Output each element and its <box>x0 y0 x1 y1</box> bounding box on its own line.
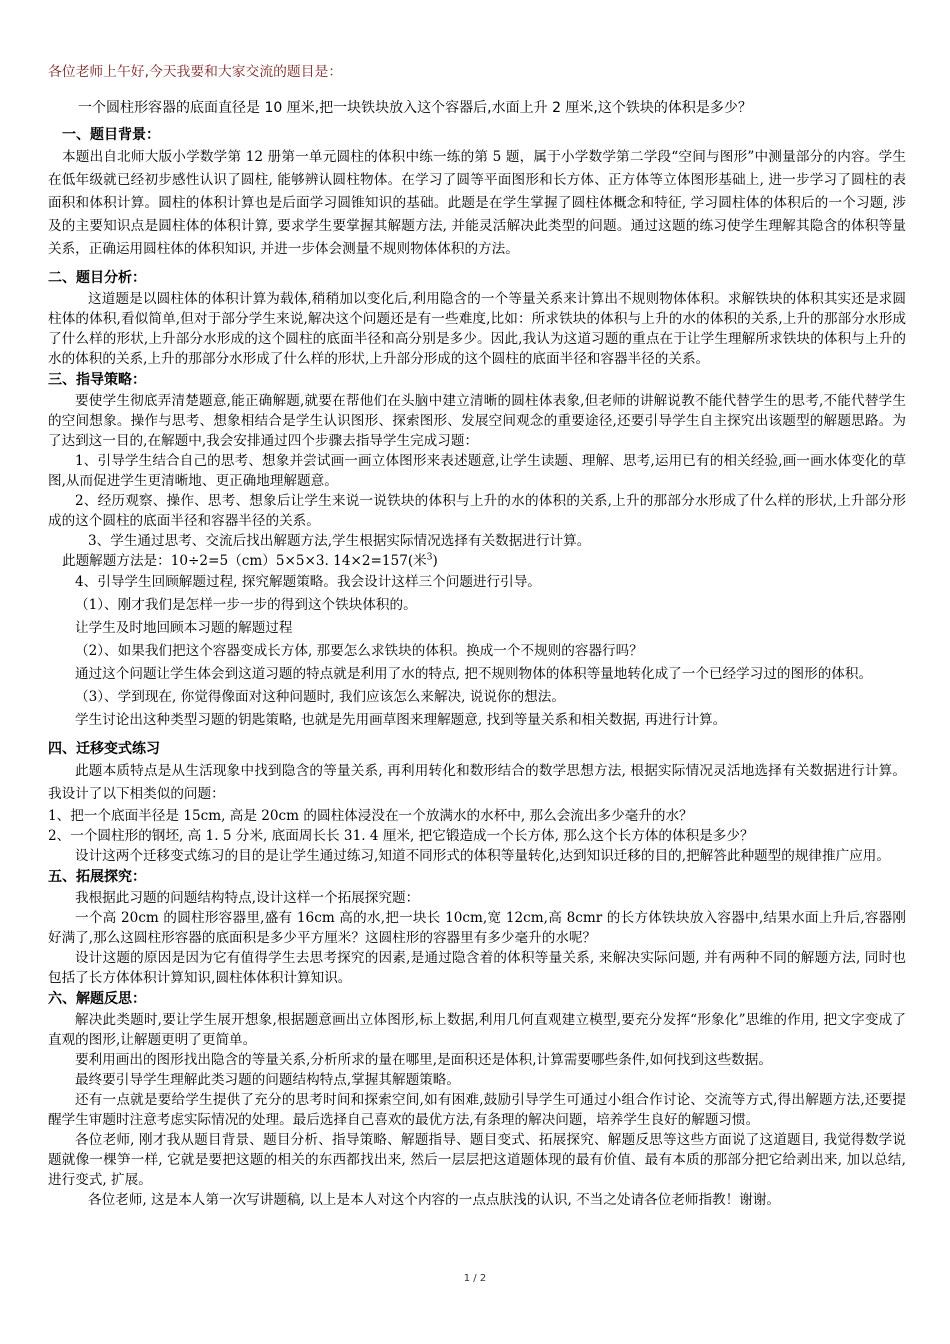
document-body <box>48 62 906 1210</box>
section-1-heading: 一、题目背景： <box>62 127 160 143</box>
section-6-closing: 各位老师, 这是本人第一次写讲题稿, 以上是本人对这个内容的一点点肤浅的认识, 不当之处请各位老师指教！谢谢。 <box>88 1192 781 1208</box>
section-3-answer-2: 通过这个问题让学生体会到这道习题的特点就是利用了水的特点, 把不规则物体的体积等量地转化成了一个已经学习过的图形的体积。 <box>75 666 873 682</box>
section-3-question-1: （1）、刚才我们是怎样一步一步的得到这个铁块体积的。 <box>75 597 417 613</box>
section-5-problem: 一个高 20cm 的圆柱形容器里,盛有 16cm 高的水,把一块长 10cm,宽 12cm,高 8cmr 的长方体铁块放入容器中,结果水面上升后,容器刚好满了,那么这圆柱形容器的底面积是多少平方厘米？这圆柱形的容器里有多少毫升的水呢？ <box>48 910 906 946</box>
section-4-item-1: 1、把一个底面半径是 15cm, 高是 20cm 的圆柱体浸没在一个放满水的水杯中, 那么会流出多少毫升的水？ <box>48 808 693 824</box>
section-3-answer-1: 让学生及时地回顾本习题的解题过程 <box>75 620 293 636</box>
section-5-heading: 五、拓展探究： <box>48 869 146 885</box>
section-6-paragraph-4: 还有一点就是要给学生提供了充分的思考时间和探索空间,如有困难,鼓励引导学生可通过小组合作讨论、交流等方式,得出解题方法,还要提醒学生审题时注意考虑实际情况的处理。最后选择自己喜欢的最优方法,有条理的解决问题，培养学生良好的解题习惯。 <box>48 1092 906 1128</box>
section-6-heading: 六、解题反思： <box>48 991 146 1007</box>
section-1-paragraph: 本题出自北师大版小学数学第 12 册第一单元圆柱的体积中练一练的第 5 题，属于小学数学第二学段“空间与图形”中测量部分的内容。学生在低年级就已经初步感性认识了圆柱, 能够辨认圆柱物体。在学习了圆等平面图形和长方体、正方体等立体图形基础上, 进一步学习了圆柱的表面积和体积计算。圆柱的体积计算也是后面学习圆锥知识的基础。此题是在学生掌握了圆柱体概念和特征, 学习圆柱体的体积后的一个习题, 涉及的主要知识点是圆柱体的体积计算, 要求学生要掌握其解题方法, 并能灵活解决此类型的问题。通过这题的练习使学生理解其隐含的体积等量关系，正确运用圆柱体的体积知识, 并进一步体会测量不规则物体体积的方法。 <box>48 149 906 257</box>
section-6-paragraph-2: 要利用画出的图形找出隐含的等量关系,分析所求的量在哪里,是面积还是体积,计算需要哪些条件,如何找到这些数据。 <box>75 1052 772 1068</box>
section-3-formula <box>48 551 906 571</box>
greeting: 各位老师上午好,今天我要和大家交流的题目是： <box>48 64 343 80</box>
section-5-rationale: 设计这题的原因是因为它有值得学生去思考探究的因素,是通过隐含着的体积等量关系, 来解决实际问题, 并有两种不同的解题方法, 同时也包括了长方体体积计算知识,圆柱体体积计算知识。 <box>48 950 906 986</box>
section-3-question-2: （2）、如果我们把这个容器变成长方体, 那要怎么求铁块的体积。换成一个不规则的容器行吗？ <box>75 643 643 659</box>
section-3-paragraph-1: 要使学生彻底弄清楚题意,能正确解题,就要在帮他们在头脑中建立清晰的圆柱体表象,但老师的讲解说教不能代替学生的思考,不能代替学生的空间想象。操作与思考、想象相结合是学生认识图形、探索图形、发展空间观念的重要途径,还要引导学生自主探究出该题型的解题思路。为了达到这一目的,在解题中,我会安排通过四个步骤去指导学生完成习题： <box>48 393 906 449</box>
section-4-summary: 设计这两个迁移变式练习的目的是让学生通过练习,知道不同形式的体积等量转化,达到知识迁移的目的,把解答此种题型的规律推广应用。 <box>75 848 890 864</box>
page-number: 1 / 2 <box>463 1273 487 1284</box>
section-4-heading: 四、迁移变式练习 <box>48 741 160 757</box>
formula-text: 此题解题方法是：10÷2=5（cm）5×5×3. 14×2=157(米 <box>62 553 427 569</box>
section-3-question-3: （3）、学到现在, 你觉得像面对这种问题时, 我们应该怎么来解决, 说说你的想法。 <box>75 689 565 705</box>
section-6-paragraph-5: 各位老师, 刚才我从题目背景、题目分析、指导策略、解题指导、题目变式、拓展探究、解题反思等这些方面说了这道题目, 我觉得数学说题就像一棵笋一样, 它就是要把这题的相关的东西都找出来, 然后一层层把这道题体现的最有价值、最有本质的那部分把它给剥出来, 加以总结, 进行变式, 扩展。 <box>48 1132 906 1188</box>
section-5-intro: 我根据此习题的问题结构特点,设计这样一个拓展探究题： <box>75 890 420 906</box>
section-4-item-2: 2、一个圆柱形的钢坯, 高 1. 5 分米, 底面周长长 31. 4 厘米, 把它锻造成一个长方体, 那么这个长方体的体积是多少？ <box>48 828 754 844</box>
section-3-step-3: 3、学生通过思考、交流后找出解题方法,学生根据实际情况选择有关数据进行计算。 <box>88 533 591 549</box>
section-4-paragraph: 此题本质特点是从生活现象中找到隐含的等量关系, 再利用转化和数形结合的数学思想方法, 根据实际情况灵活地选择有关数据进行计算。我设计了以下相类似的问题： <box>48 763 906 802</box>
section-2-heading: 二、题目分析： <box>48 270 146 286</box>
section-6-paragraph-1: 解决此类题时,要让学生展开想象,根据题意画出立体图形,标上数据,利用几何直观建立模型,要充分发挥“形象化”思维的作用, 把文字变成了直观的图形,让解题更明了更简单。 <box>48 1012 906 1048</box>
formula-end: ) <box>432 553 438 569</box>
section-6-paragraph-3: 最终要引导学生理解此类习题的问题结构特点,掌握其解题策略。 <box>75 1072 460 1088</box>
section-3-step-1: 1、引导学生结合自己的思考、想象并尝试画一画立体图形来表述题意,让学生读题、理解、思考,运用已有的相关经验,画一画水体变化的草图,从而促进学生更清晰地、更正确地理解题意。 <box>48 453 906 489</box>
section-3-heading: 三、指导策略： <box>48 372 146 388</box>
formula-superscript: 3 <box>426 552 433 563</box>
section-3-answer-3: 学生讨论出这种类型习题的钥匙策略, 也就是先用画草图来理解题意, 找到等量关系和相关数据, 再进行计算。 <box>75 712 727 728</box>
section-2-paragraph: 这道题是以圆柱体的体积计算为载体,稍稍加以变化后,利用隐含的一个等量关系来计算出不规则物体体积。求解铁块的体积其实还是求圆柱体的体积,看似简单,但对于部分学生来说,解决这个问题还是有一些难度,比如：所求铁块的体积与上升的水的体积的关系,上升的那部分水形成了什么样的形状,上升部分水形成的这个圆柱的底面半径和高分别是多少。因此,我认为这道习题的重点在于让学生理解所求铁块的体积与上升的水的体积的关系,上升的那部分水形成了什么样的形状,上升部分形成的这个圆柱的底面半径和容器半径的关系。 <box>48 291 906 367</box>
section-3-step-4: 4、引导学生回顾解题过程, 探究解题策略。我会设计这样三个问题进行引导。 <box>75 574 541 590</box>
question: 一个圆柱形容器的底面直径是 10 厘米,把一块铁块放入这个容器后,水面上升 2 厘米,这个铁块的体积是多少？ <box>78 100 752 116</box>
section-3-step-2: 2、经历观察、操作、思考、想象后让学生来说一说铁块的体积与上升的水的体积的关系,上升的那部分水形成了什么样的形状,上升部分形成的这个圆柱的底面半径和容器半径的关系。 <box>48 493 906 529</box>
